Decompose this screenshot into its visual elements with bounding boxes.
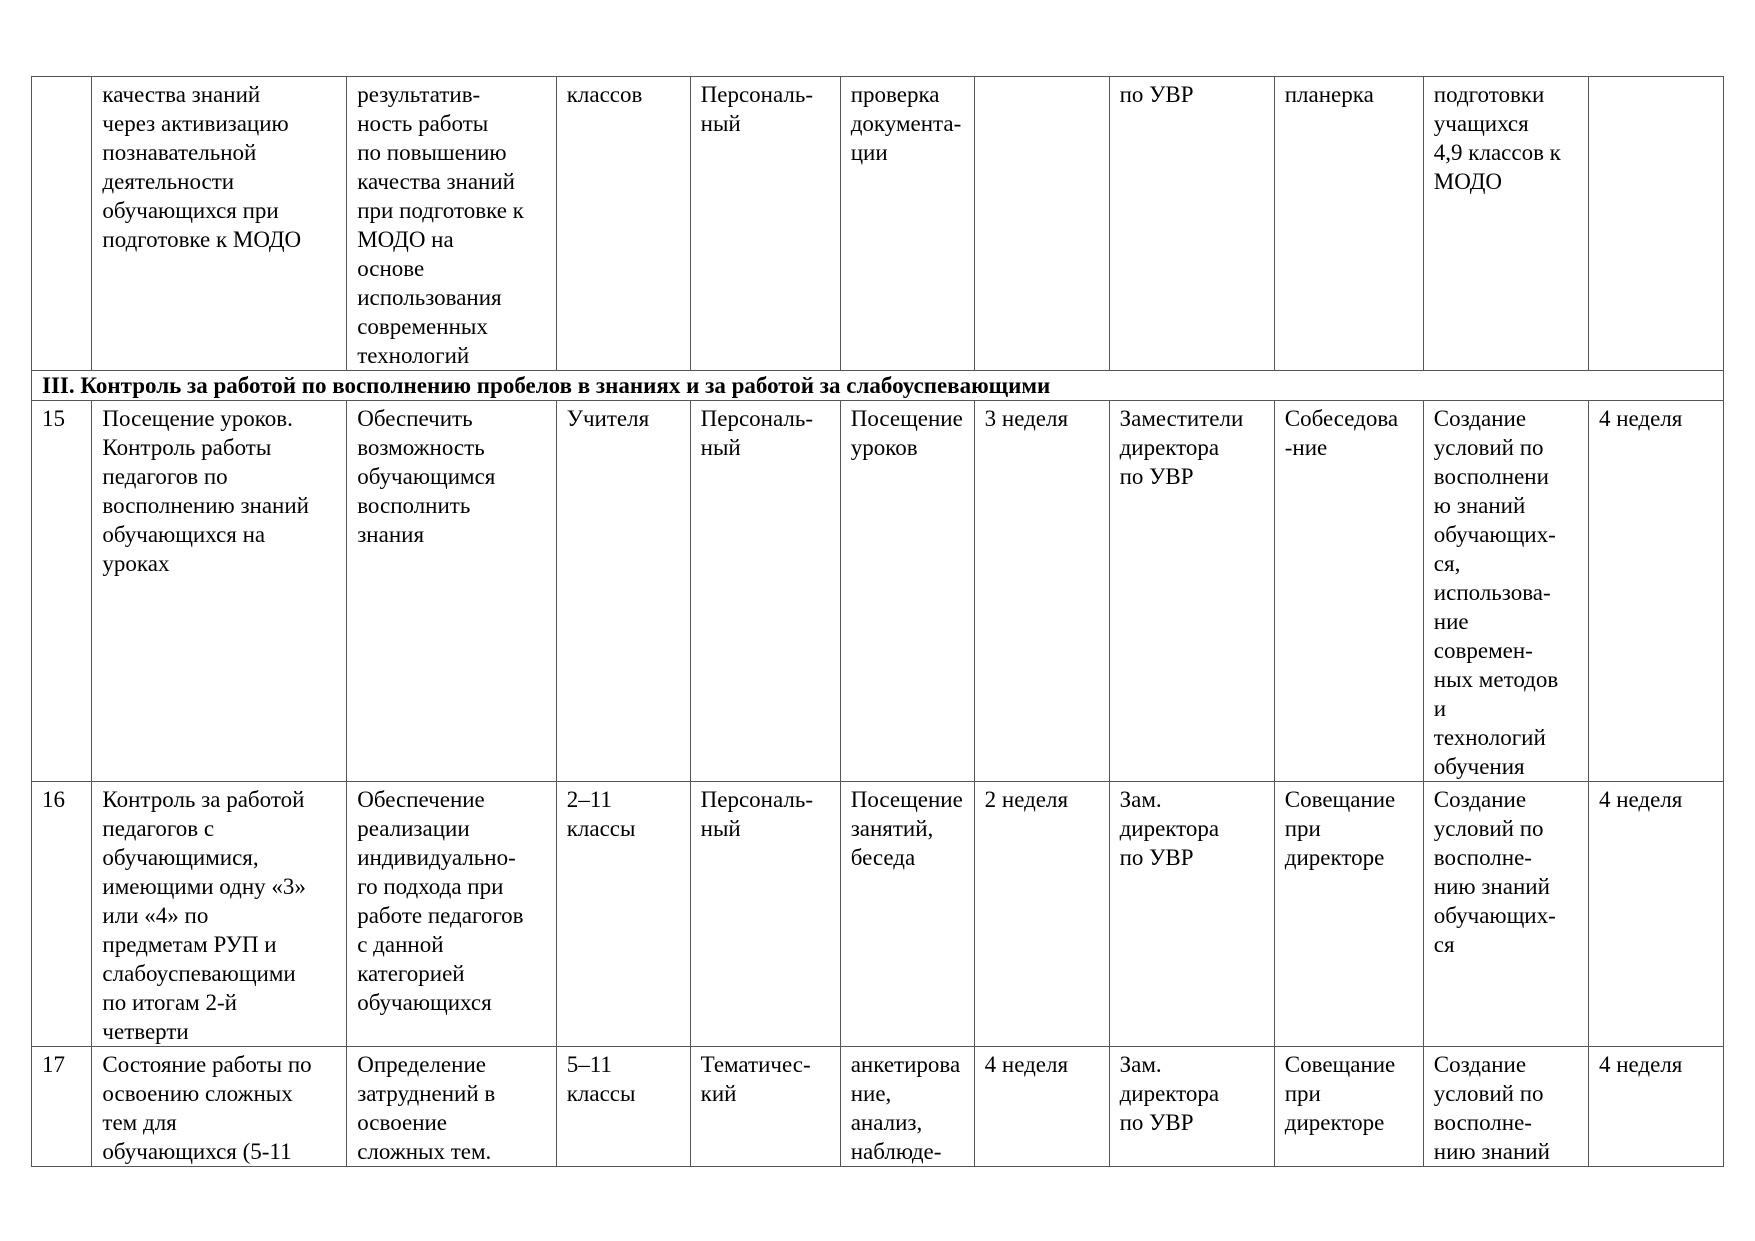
cell-method: Посещение занятий, беседа: [840, 782, 974, 1047]
cell-period: 3 неделя: [974, 401, 1109, 782]
cell-topic: качества знаний через активизацию познавательной деятельности обучающихся при подготовке к МОДО: [92, 77, 347, 371]
cell-control-type: Тематичес- кий: [690, 1047, 840, 1167]
cell-recheck: 4 неделя: [1588, 782, 1723, 1047]
cell-recheck: 4 неделя: [1588, 401, 1723, 782]
cell-recheck: [1588, 77, 1723, 371]
cell-responsible: по УВР: [1109, 77, 1274, 371]
cell-summary-place: Совещание при директоре: [1274, 782, 1423, 1047]
cell-summary-place: Совещание при директоре: [1274, 1047, 1423, 1167]
cell-number: 16: [32, 782, 92, 1047]
cell-period: 4 неделя: [974, 1047, 1109, 1167]
cell-decision: Создание условий по восполнени ю знаний обучающих- ся, использова- ние современ- ных методов и технологий обучения: [1423, 401, 1588, 782]
cell-responsible: Заместители директора по УВР: [1109, 401, 1274, 782]
cell-decision: Создание условий по восполне- нию знаний: [1423, 1047, 1588, 1167]
cell-control-type: Персональ- ный: [690, 77, 840, 371]
table-row: [32, 782, 1724, 1047]
cell-control-type: Персональ- ный: [690, 782, 840, 1047]
cell-number: [32, 77, 92, 371]
cell-topic: Состояние работы по освоению сложных тем для обучающихся (5-11: [92, 1047, 347, 1167]
cell-goal: Обеспечение реализации индивидуально- го подхода при работе педагогов с данной категорией обучающихся: [347, 782, 556, 1047]
cell-method: Посещение уроков: [840, 401, 974, 782]
cell-recheck: 4 неделя: [1588, 1047, 1723, 1167]
cell-number: 15: [32, 401, 92, 782]
cell-responsible: Зам. директора по УВР: [1109, 1047, 1274, 1167]
cell-method: проверка документа- ции: [840, 77, 974, 371]
cell-goal: Обеспечить возможность обучающимся восполнить знания: [347, 401, 556, 782]
cell-responsible: Зам. директора по УВР: [1109, 782, 1274, 1047]
cell-object: Учителя: [556, 401, 690, 782]
cell-object: 5–11 классы: [556, 1047, 690, 1167]
cell-period: 2 неделя: [974, 782, 1109, 1047]
cell-topic: Посещение уроков. Контроль работы педагогов по восполнению знаний обучающихся на уроках: [92, 401, 347, 782]
table-row: [32, 1047, 1724, 1167]
table-row: [32, 77, 1724, 371]
cell-control-type: Персональ- ный: [690, 401, 840, 782]
cell-number: 17: [32, 1047, 92, 1167]
cell-method: анкетирова ние, анализ, наблюде-: [840, 1047, 974, 1167]
cell-decision: подготовки учащихся 4,9 классов к МОДО: [1423, 77, 1588, 371]
section-row: [32, 371, 1724, 401]
cell-summary-place: планерка: [1274, 77, 1423, 371]
cell-summary-place: Собеседова -ние: [1274, 401, 1423, 782]
cell-decision: Создание условий по восполне- нию знаний обучающих- ся: [1423, 782, 1588, 1047]
cell-period: [974, 77, 1109, 371]
cell-goal: результатив- ность работы по повышению качества знаний при подготовке к МОДО на основе использования современных технологий: [347, 77, 556, 371]
cell-goal: Определение затруднений в освоение сложных тем.: [347, 1047, 556, 1167]
control-plan-table: [31, 76, 1724, 1167]
cell-topic: Контроль за работой педагогов с обучающимися, имеющими одну «3» или «4» по предметам РУП и слабоуспевающими по итогам 2-й четверти: [92, 782, 347, 1047]
table-row: [32, 401, 1724, 782]
cell-object: классов: [556, 77, 690, 371]
section-title: III. Контроль за работой по восполнению пробелов в знаниях и за работой за слабоуспевающими: [32, 371, 1724, 401]
cell-object: 2–11 классы: [556, 782, 690, 1047]
